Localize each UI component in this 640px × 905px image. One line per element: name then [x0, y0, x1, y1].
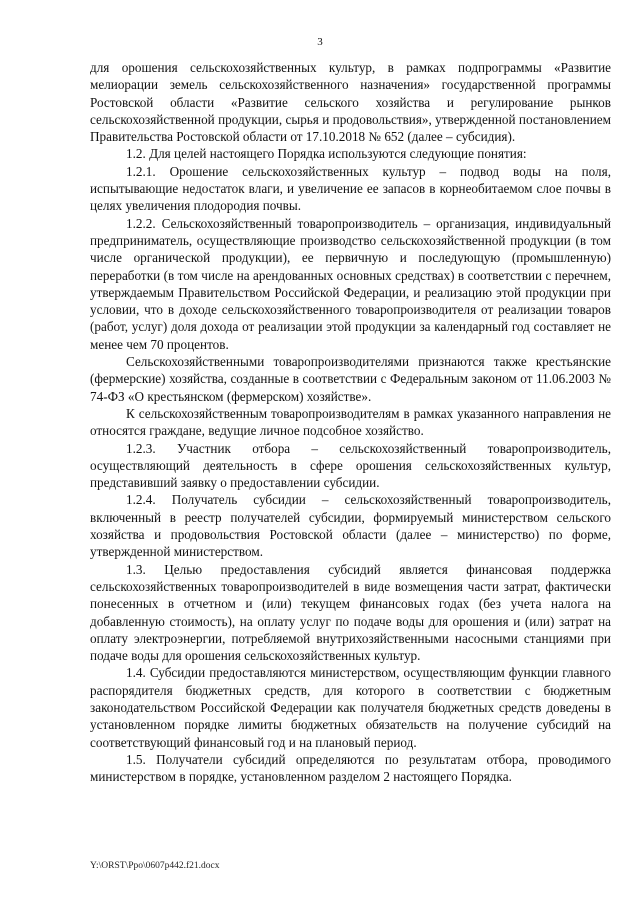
- paragraph-1-3: 1.3. Целью предоставления субсидий является финансовая поддержка сельскохозяйственных товаропроизводителей в виде возмещения части затрат, фактически понесенных в отчетном и (или) текущем финансовых годах (без учета налога на добавленную стоимость), на оплату услуг по подаче воды для орошения и (или) затрат на оплату электроэнергии, потребляемой внутрихозяйственными насосными станциями при подаче воды для орошения сельскохозяйственных культур.: [90, 561, 611, 664]
- paragraph-1-4: 1.4. Субсидии предоставляются министерством, осуществляющим функции главного распорядителя бюджетных средств, для которого в соответствии с бюджетным законодательством Российской Федерации как получателя бюджетных средств доведены в установленном порядке лимиты бюджетных обязательств на получение субсидий на соответствующий финансовый год и на плановый период.: [90, 665, 611, 750]
- body-text: [90, 59, 611, 785]
- paragraph-continuation: для орошения сельскохозяйственных культур, в рамках подпрограммы «Развитие мелиорации земель сельскохозяйственного назначения» государственной программы Ростовской области «Развитие сельского хозяйства и регулирование рынков сельскохозяйственной продукции, сырья и продовольствия», утвержденной постановлением Правительства Ростовской области от 17.10.2018 № 652 (далее – субсидия).: [90, 60, 611, 145]
- paragraph-exclusion: К сельскохозяйственным товаропроизводителям в рамках указанного направления не относятся граждане, ведущие личное подсобное хозяйство.: [90, 405, 611, 439]
- page-number: 3: [317, 36, 323, 48]
- footer-file-path: Y:\ORST\Ppo\0607p442.f21.docx: [90, 861, 220, 871]
- paragraph-1-2-3: 1.2.3. Участник отбора – сельскохозяйственный товаропроизводитель, осуществляющий деятельность в сфере орошения сельскохозяйственных культур, представивший заявку о предоставлении субсидии.: [90, 440, 611, 491]
- paragraph-1-2-1: 1.2.1. Орошение сельскохозяйственных культур – подвод воды на поля, испытывающие недостаток влаги, и увеличение ее запасов в корнеобитаемом слое почвы в целях увеличения плодородия почвы.: [90, 163, 611, 214]
- paragraph-1-2: 1.2. Для целей настоящего Порядка используются следующие понятия:: [126, 146, 527, 162]
- paragraph-farmers: Сельскохозяйственными товаропроизводителями признаются также крестьянские (фермерские) хозяйства, созданные в соответствии с Федеральным законом от 11.06.2003 № 74-ФЗ «О крестьянском (фермерском) хозяйстве».: [90, 354, 611, 404]
- paragraph-1-2-4: 1.2.4. Получатель субсидии – сельскохозяйственный товаропроизводитель, включенный в реестр получателей субсидии, формируемый министерством сельского хозяйства и продовольствия Ростовской области (далее – министерство) по форме, утвержденной министерством.: [90, 492, 611, 560]
- paragraph-1-5: 1.5. Получатели субсидий определяются по результатам отбора, проводимого министерством в порядке, установленном разделом 2 настоящего Порядка.: [90, 751, 611, 785]
- paragraph-1-2-2: 1.2.2. Сельскохозяйственный товаропроизводитель – организация, индивидуальный предприниматель, осуществляющие производство сельскохозяйственной продукции (в том числе органической продукции), ее первичную и последующую (промышленную) переработки (в том числе на арендованных основных средствах) в соответствии с перечнем, утверждаемым Правительством Российской Федерации, и реализацию этой продукции при условии, что в доходе сельскохозяйственного товаропроизводителя от реализации товаров (работ, услуг) доля дохода от реализации этой продукции за календарный год составляет не менее чем 70 процентов.: [90, 215, 611, 352]
